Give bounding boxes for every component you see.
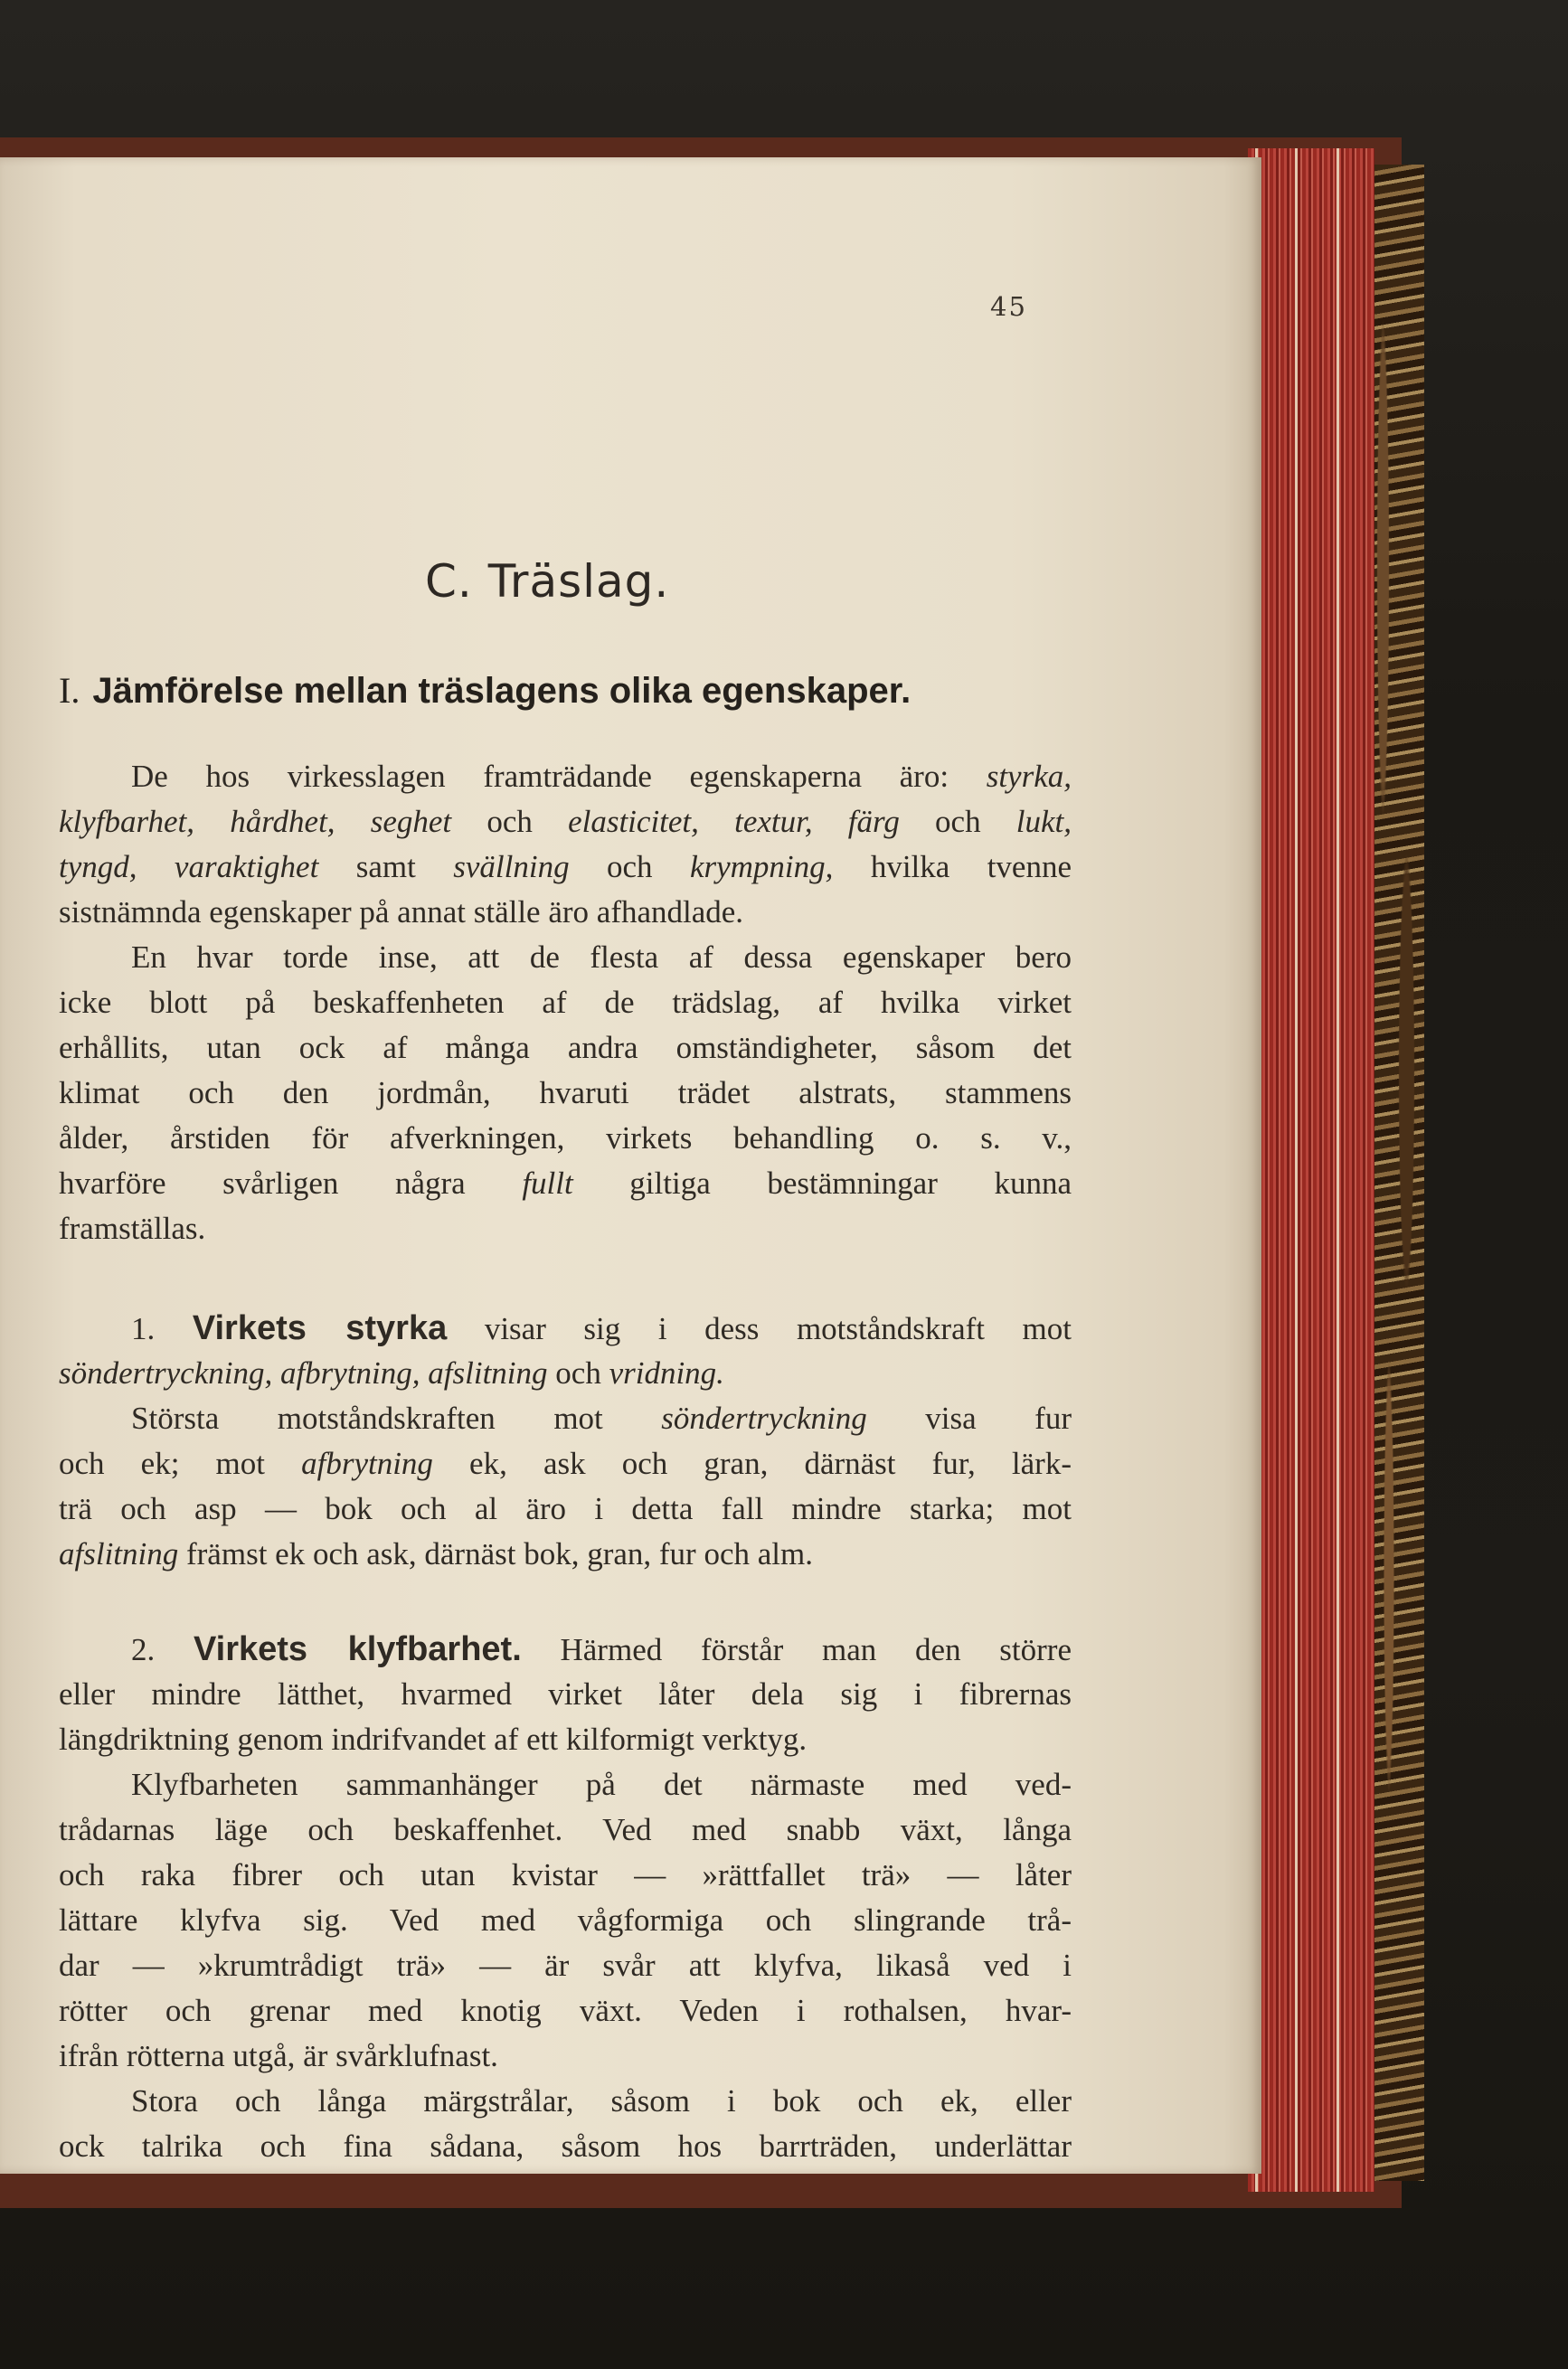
subsection-number: I. — [59, 670, 80, 711]
page-edge-line — [1295, 148, 1298, 2192]
text-line: afslitning främst ek och ask, därnäst bok, gran, fur och alm. — [59, 1536, 813, 1571]
text-line: klyfbarhet, hårdhet, seghet och elasticitet, textur, färg och lukt, — [59, 804, 1072, 839]
text-line: trä och asp — bok och al äro i detta fall mindre starka; mot — [59, 1491, 1072, 1526]
text-line: eller mindre lätthet, hvarmed virket låter dela sig i fibrernas — [59, 1676, 1072, 1712]
page-edge-line — [1337, 148, 1339, 2192]
text-line: Klyfbarheten sammanhänger på det närmaste med ved- — [131, 1767, 1072, 1802]
text-line: framställas. — [59, 1211, 206, 1246]
text-line: ifrån rötterna utgå, är svårklufnast. — [59, 2038, 498, 2073]
text-line: icke blott på beskaffenheten af de trädslag, af hvilka virket — [59, 985, 1072, 1020]
text-line: och raka fibrer och utan kvistar — »rättfallet trä» — låter — [59, 1857, 1072, 1892]
text-line: sistnämnda egenskaper på annat ställe äro afhandlade. — [59, 894, 744, 930]
text-line: erhållits, utan ock af många andra omständigheter, såsom det — [59, 1030, 1072, 1065]
text-line: 1. Virkets styrka visar sig i dess motståndskraft mot — [131, 1309, 1072, 1347]
text-line: tyngd, varaktighet samt svällning och krympning, hvilka tvenne — [59, 849, 1072, 884]
subsection-heading — [59, 669, 911, 712]
text-line: ock talrika och fina sådana, såsom hos barrträden, underlättar — [59, 2128, 1072, 2164]
text-line: De hos virkesslagen framträdande egenskaperna äro: styrka, — [131, 759, 1072, 794]
subsection-title: Jämförelse mellan träslagens olika egenskaper. — [92, 671, 912, 711]
text-line: längdriktning genom indrifvandet af ett kilformigt verktyg. — [59, 1722, 808, 1757]
section-title: C. Träslag. — [425, 555, 670, 608]
text-line: lättare klyfva sig. Ved med vågformiga och slingrande trå- — [59, 1902, 1072, 1938]
text-line: söndertryckning, afbrytning, afslitning och vridning. — [59, 1355, 724, 1391]
text-line: trådarnas läge och beskaffenhet. Ved med snabb växt, långa — [59, 1812, 1072, 1847]
book-page — [0, 157, 1261, 2174]
book — [0, 137, 1424, 2208]
text-line: dar — »krumtrådigt trä» — är svår att klyfva, likaså ved i — [59, 1948, 1072, 1983]
text-line: ålder, årstiden för afverkningen, virkets behandling o. s. v., — [59, 1120, 1072, 1156]
text-line: klimat och den jordmån, hvaruti trädet alstrats, stammens — [59, 1075, 1072, 1110]
page-edges — [1248, 148, 1374, 2192]
text-line: Största motståndskraften mot söndertryckning visa fur — [131, 1401, 1072, 1436]
text-line: 2. Virkets klyfbarhet. Härmed förstår man den större — [131, 1630, 1072, 1668]
text-line: En hvar torde inse, att de flesta af dessa egenskaper bero — [131, 939, 1072, 975]
text-line: rötter och grenar med knotig växt. Veden i rothalsen, hvar- — [59, 1993, 1072, 2028]
page-number: 45 — [990, 291, 1027, 322]
text-line: och ek; mot afbrytning ek, ask och gran, därnäst fur, lärk- — [59, 1446, 1072, 1481]
text-line: hvarföre svårligen några fullt giltiga bestämningar kunna — [59, 1166, 1072, 1201]
text-line: Stora och långa märgstrålar, såsom i bok och ek, eller — [131, 2083, 1072, 2119]
